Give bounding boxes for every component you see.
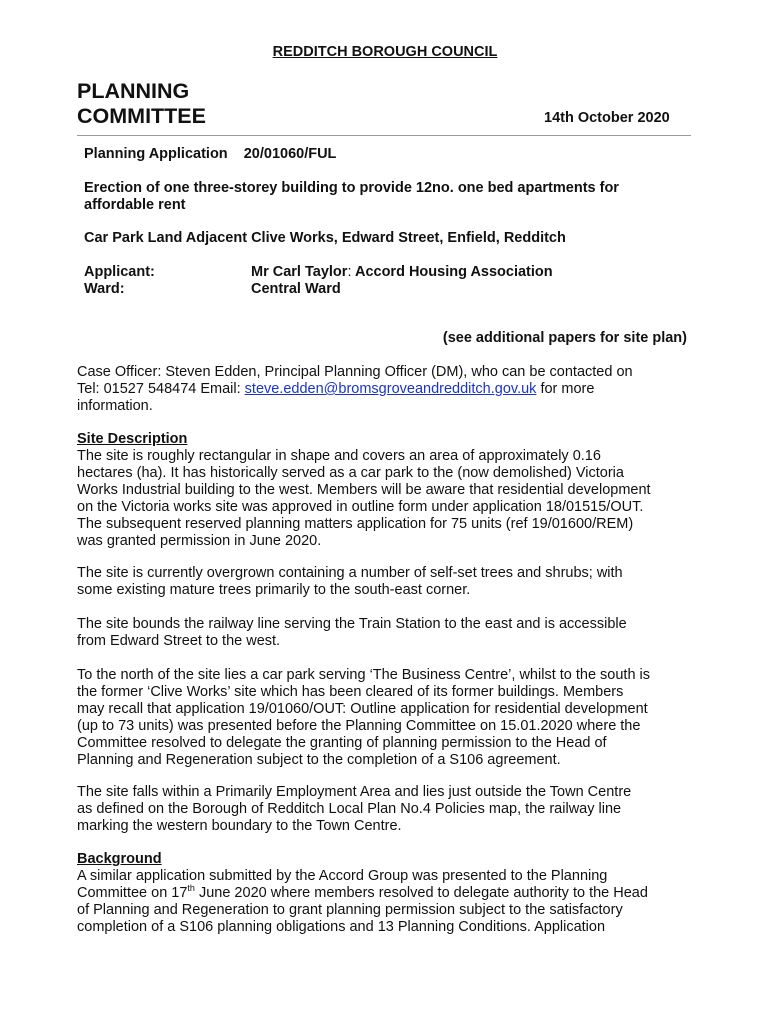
paragraph-line [77, 885, 648, 902]
site-description-heading: Site Description [77, 431, 188, 447]
paragraph-line: The site is roughly rectangular in shape and covers an area of approximately 0.16 [77, 448, 601, 464]
paragraph-line: was granted permission in June 2020. [77, 533, 322, 549]
contact-prefix: Tel: 01527 548474 Email: [77, 381, 245, 397]
paragraph-line: hectares (ha). It has historically served as a car park to the (now demolished) Victoria [77, 465, 624, 481]
site-description-paragraph [77, 565, 623, 599]
ward-value: Central Ward [251, 281, 341, 297]
date-suffix: June 2020 where members resolved to delegate authority to the Head [194, 885, 648, 901]
paragraph-line: Committee resolved to delegate the granting of planning permission to the Head of [77, 735, 607, 751]
site-description-section [77, 431, 651, 550]
council-name: REDDITCH BOROUGH COUNCIL [272, 44, 498, 60]
site-description-paragraph [77, 448, 651, 550]
site-description-paragraph [77, 667, 650, 769]
case-officer-contact [77, 381, 633, 398]
site-description-paragraph [77, 616, 627, 650]
proposal-description [84, 180, 619, 214]
paragraph-line: completion of a S106 planning obligations and 13 Planning Conditions. Application [77, 919, 606, 935]
header-divider [77, 135, 691, 136]
ward-label: Ward: [84, 281, 125, 297]
paragraph-line: may recall that application 19/01060/OUT: Outline application for residential development [77, 701, 648, 717]
committee-title-line2: COMMITTEE [77, 104, 206, 128]
application-label: Planning Application [84, 146, 228, 162]
background-heading: Background [77, 851, 162, 867]
see-additional-papers: (see additional papers for site plan) [442, 330, 687, 346]
paragraph-line: The site falls within a Primarily Employment Area and lies just outside the Town Centre [77, 784, 632, 800]
paragraph-line: of Planning and Regeneration to grant planning permission subject to the satisfactory [77, 902, 623, 918]
background-section [77, 851, 648, 936]
applicant-separator: : [347, 264, 352, 280]
site-address: Car Park Land Adjacent Clive Works, Edward Street, Enfield, Redditch [84, 230, 566, 246]
date-prefix: Committee on 17 [77, 885, 188, 901]
paragraph-line: Planning and Regeneration subject to the completion of a S106 agreement. [77, 752, 561, 768]
paragraph-line: The site bounds the railway line serving the Train Station to the east and is accessible [77, 616, 627, 632]
paragraph-line: (up to 73 units) was presented before the Planning Committee on 15.01.2020 where the [77, 718, 641, 734]
paragraph-line: the former ‘Clive Works’ site which has been cleared of its former buildings. Members [77, 684, 624, 700]
applicant-organisation: Accord Housing Association [354, 264, 553, 280]
committee-title-line1: PLANNING [77, 79, 190, 103]
officer-email-link[interactable]: steve.edden@bromsgroveandredditch.gov.uk [244, 381, 537, 397]
contact-suffix: for more [536, 381, 595, 397]
paragraph-line: some existing mature trees primarily to the south-east corner. [77, 582, 471, 598]
paragraph-line: The site is currently overgrown containing a number of self-set trees and shrubs; with [77, 565, 623, 581]
paragraph-line: from Edward Street to the west. [77, 633, 281, 649]
applicant-label: Applicant: [84, 264, 155, 280]
paragraph-line: marking the western boundary to the Town Centre. [77, 818, 402, 834]
proposal-line: affordable rent [84, 197, 186, 213]
application-ref: 20/01060/FUL [243, 146, 337, 162]
committee-title [77, 79, 206, 129]
site-description-paragraph [77, 784, 631, 835]
applicant-value [251, 264, 553, 281]
paragraph-line: as defined on the Borough of Redditch Local Plan No.4 Policies map, the railway line [77, 801, 622, 817]
paragraph-line: To the north of the site lies a car park serving ‘The Business Centre’, whilst to the south is [77, 667, 651, 683]
case-officer-block [77, 364, 633, 415]
applicant-name: Mr Carl Taylor [251, 264, 348, 280]
case-officer-line: Case Officer: Steven Edden, Principal Planning Officer (DM), who can be contacted on [77, 364, 633, 380]
paragraph-line: on the Victoria works site was approved in outline form under application 18/01515/OUT. [77, 499, 644, 515]
paragraph-line: The subsequent reserved planning matters application for 75 units (ref 19/01600/REM) [77, 516, 634, 532]
proposal-line: Erection of one three-storey building to provide 12no. one bed apartments for [84, 180, 619, 196]
paragraph-line: Works Industrial building to the west. Members will be aware that residential development [77, 482, 651, 498]
application-ref-row [84, 146, 336, 163]
paragraph-line: A similar application submitted by the Accord Group was presented to the Planning [77, 868, 608, 884]
case-officer-line: information. [77, 398, 153, 414]
meeting-date: 14th October 2020 [544, 110, 670, 126]
ordinal-suffix: th [187, 883, 195, 894]
